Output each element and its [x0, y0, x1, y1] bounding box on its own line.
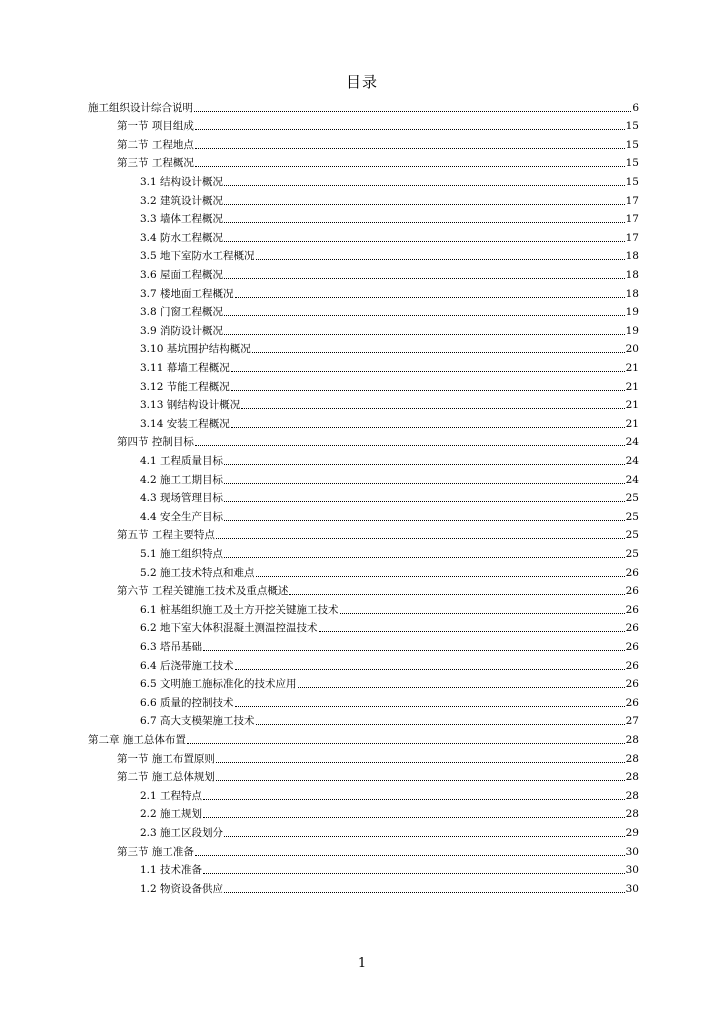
toc-entry-label: 3.6 屋面工程概况 — [140, 268, 224, 281]
toc-leader-dots — [203, 817, 625, 818]
toc-entry-page: 17 — [625, 231, 639, 244]
toc-entry-label: 3.10 基坑围护结构概况 — [140, 343, 251, 356]
toc-leader-dots — [195, 129, 625, 130]
toc-entry-label: 3.9 消防设计概况 — [140, 324, 224, 337]
toc-entry[interactable] — [140, 170, 639, 189]
toc-entry-page: 26 — [625, 566, 639, 579]
toc-entry-label: 6.4 后浇带施工技术 — [140, 659, 234, 672]
toc-leader-dots — [298, 687, 625, 688]
toc-entry[interactable] — [117, 580, 639, 599]
toc-entry-page: 21 — [625, 361, 639, 374]
toc-leader-dots — [256, 724, 625, 725]
toc-entry-page: 20 — [625, 343, 639, 356]
toc-entry-page: 21 — [625, 380, 639, 393]
toc-entry[interactable] — [140, 803, 639, 822]
toc-leader-dots — [224, 185, 625, 186]
toc-entry-page: 26 — [625, 696, 639, 709]
toc-entry-page: 29 — [625, 826, 639, 839]
toc-leader-dots — [231, 371, 625, 372]
toc-leader-dots — [224, 315, 625, 316]
toc-entry-label: 第二节 施工总体规划 — [117, 771, 215, 784]
toc-entry-label: 4.4 安全生产目标 — [140, 510, 224, 523]
toc-entry-page: 26 — [625, 622, 639, 635]
toc-leader-dots — [224, 464, 625, 465]
toc-entry-label: 3.11 幕墙工程概况 — [140, 361, 230, 374]
toc-entry-label: 6.5 文明施工施标准化的技术应用 — [140, 678, 297, 691]
toc-entry-label: 4.2 施工工期目标 — [140, 473, 224, 486]
toc-entry-page: 24 — [625, 436, 639, 449]
toc-entry-label: 3.1 结构设计概况 — [140, 175, 224, 188]
toc-leader-dots — [224, 501, 625, 502]
toc-entry-page: 26 — [625, 585, 639, 598]
toc-entry[interactable] — [117, 431, 639, 450]
toc-leader-dots — [235, 669, 625, 670]
toc-entry[interactable] — [117, 115, 639, 134]
toc-entry[interactable] — [140, 598, 639, 617]
toc-entry-page: 25 — [625, 510, 639, 523]
toc-entry-label: 3.5 地下室防水工程概况 — [140, 250, 255, 263]
toc-leader-dots — [256, 576, 625, 577]
toc-entry-page: 18 — [625, 287, 639, 300]
toc-entry[interactable] — [140, 691, 639, 710]
toc-entry-label: 3.12 节能工程概况 — [140, 380, 230, 393]
toc-entry[interactable] — [140, 468, 639, 487]
toc-entry-label: 第二章 施工总体布置 — [88, 733, 186, 746]
toc-entry-page: 26 — [625, 603, 639, 616]
toc-leader-dots — [195, 148, 625, 149]
toc-entry-label: 第五节 工程主要特点 — [117, 529, 215, 542]
toc-leader-dots — [224, 334, 625, 335]
toc-entry-label: 第四节 控制目标 — [117, 436, 194, 449]
toc-leader-dots — [256, 259, 625, 260]
toc-entry[interactable] — [140, 282, 639, 301]
toc-entry[interactable] — [117, 524, 639, 543]
toc-leader-dots — [224, 520, 625, 521]
toc-entry[interactable] — [140, 821, 639, 840]
toc-entry[interactable] — [140, 859, 639, 878]
toc-entry-label: 2.3 施工区段划分 — [140, 826, 224, 839]
toc-entry[interactable] — [140, 561, 639, 580]
toc-leader-dots — [195, 166, 625, 167]
toc-entry-page: 21 — [625, 417, 639, 430]
toc-leader-dots — [187, 743, 625, 744]
toc-leader-dots — [319, 631, 625, 632]
toc-entry-page: 30 — [625, 864, 639, 877]
toc-entry-label: 6.1 桩基组织施工及土方开挖关键施工技术 — [140, 603, 339, 616]
toc-entry-page: 15 — [625, 175, 639, 188]
toc-entry[interactable] — [117, 766, 639, 785]
page-number: 1 — [357, 956, 367, 971]
toc-entry-label: 1.2 物资设备供应 — [140, 882, 224, 895]
toc-entry-label: 3.14 安装工程概况 — [140, 417, 230, 430]
toc-entry[interactable] — [117, 747, 639, 766]
toc-leader-dots — [195, 855, 625, 856]
toc-leader-dots — [231, 427, 625, 428]
toc-entry-page: 25 — [625, 529, 639, 542]
toc-entry-label: 3.2 建筑设计概况 — [140, 194, 224, 207]
toc-entry-page: 17 — [625, 194, 639, 207]
toc-entry-label: 5.1 施工组织特点 — [140, 547, 224, 560]
toc-entry[interactable] — [140, 394, 639, 413]
toc-entry-page: 28 — [625, 771, 639, 784]
toc-entry-label: 第三节 工程概况 — [117, 157, 194, 170]
toc-entry-page: 27 — [625, 715, 639, 728]
toc-entry-label: 第二节 工程地点 — [117, 138, 194, 151]
toc-leader-dots — [224, 483, 625, 484]
toc-leader-dots — [195, 445, 625, 446]
toc-entry-label: 3.8 门窗工程概况 — [140, 306, 224, 319]
toc-leader-dots — [252, 352, 625, 353]
toc-entry-page: 28 — [625, 733, 639, 746]
toc-leader-dots — [224, 278, 625, 279]
toc-entry-label: 第六节 工程关键施工技术及重点概述 — [117, 585, 289, 598]
toc-entry-page: 19 — [625, 324, 639, 337]
toc-entry-page: 19 — [625, 306, 639, 319]
toc-entry[interactable] — [140, 784, 639, 803]
toc-leader-dots — [224, 836, 625, 837]
toc-leader-dots — [224, 222, 625, 223]
toc-entry-page: 25 — [625, 547, 639, 560]
toc-leader-dots — [231, 390, 625, 391]
toc-leader-dots — [216, 762, 625, 763]
toc-entry-label: 3.13 钢结构设计概况 — [140, 399, 241, 412]
toc-entry-page: 15 — [625, 138, 639, 151]
toc-entry-label: 3.4 防水工程概况 — [140, 231, 224, 244]
toc-leader-dots — [224, 892, 625, 893]
toc-leader-dots — [203, 873, 625, 874]
toc-entry[interactable] — [140, 877, 639, 896]
toc-entry-page: 26 — [625, 659, 639, 672]
toc-entry[interactable] — [140, 617, 639, 636]
toc-leader-dots — [340, 613, 625, 614]
toc-leader-dots — [194, 111, 631, 112]
toc-entry-label: 6.7 高大支模架施工技术 — [140, 715, 255, 728]
toc-entry-label: 1.1 技术准备 — [140, 864, 203, 877]
toc-entry-label: 3.7 楼地面工程概况 — [140, 287, 234, 300]
toc-entry-page: 28 — [625, 752, 639, 765]
toc-entry-label: 施工组织设计综合说明 — [88, 101, 193, 114]
toc-entry-page: 30 — [625, 845, 639, 858]
toc-leader-dots — [216, 538, 625, 539]
toc-entry-page: 26 — [625, 678, 639, 691]
toc-entry-page: 6 — [632, 101, 639, 114]
toc-entry[interactable] — [140, 542, 639, 561]
toc-entry-label: 4.1 工程质量目标 — [140, 454, 224, 467]
toc-entry[interactable] — [117, 133, 639, 152]
toc-entry[interactable] — [140, 505, 639, 524]
toc-entry-page: 18 — [625, 250, 639, 263]
toc-leader-dots — [289, 594, 624, 595]
toc-entry[interactable] — [140, 189, 639, 208]
toc-leader-dots — [235, 297, 625, 298]
toc-entry[interactable] — [140, 673, 639, 692]
toc-entry[interactable] — [140, 375, 639, 394]
toc-leader-dots — [216, 780, 625, 781]
toc-entry-page: 21 — [625, 399, 639, 412]
toc-entry[interactable] — [140, 245, 639, 264]
toc-entry[interactable] — [140, 449, 639, 468]
toc-entry-label: 6.6 质量的控制技术 — [140, 696, 234, 709]
toc-entry-page: 25 — [625, 492, 639, 505]
toc-entry[interactable] — [88, 96, 639, 115]
toc-entry-label: 2.2 施工规划 — [140, 808, 203, 821]
toc-entry-label: 第一节 施工布置原则 — [117, 752, 215, 765]
toc-entry[interactable] — [140, 301, 639, 320]
toc-entry-page: 15 — [625, 157, 639, 170]
toc-leader-dots — [203, 799, 625, 800]
toc-entry-page: 17 — [625, 213, 639, 226]
toc-entry-page: 18 — [625, 268, 639, 281]
toc-entry[interactable] — [88, 728, 639, 747]
toc-entry-label: 6.3 塔吊基础 — [140, 640, 203, 653]
toc-entry-page: 28 — [625, 808, 639, 821]
toc-entry[interactable] — [140, 319, 639, 338]
toc-leader-dots — [224, 204, 625, 205]
toc-entry-label: 6.2 地下室大体积混凝土测温控温技术 — [140, 622, 318, 635]
toc-leader-dots — [235, 706, 625, 707]
toc-entry-label: 3.3 墙体工程概况 — [140, 213, 224, 226]
toc-entry[interactable] — [140, 635, 639, 654]
toc-entry-label: 第三节 施工准备 — [117, 845, 194, 858]
toc-entry[interactable] — [140, 338, 639, 357]
toc-entry[interactable] — [140, 263, 639, 282]
toc-leader-dots — [241, 408, 624, 409]
toc-entry-page: 30 — [625, 882, 639, 895]
toc-entry-page: 26 — [625, 640, 639, 653]
toc-entry[interactable] — [117, 152, 639, 171]
toc-entry-label: 5.2 施工技术特点和难点 — [140, 566, 255, 579]
toc-entry[interactable] — [140, 356, 639, 375]
toc-entry[interactable] — [140, 208, 639, 227]
toc-entry[interactable] — [117, 840, 639, 859]
toc-leader-dots — [224, 557, 625, 558]
toc-leader-dots — [224, 241, 625, 242]
toc-entry[interactable] — [140, 412, 639, 431]
toc-entry[interactable] — [140, 487, 639, 506]
toc-entry-label: 2.1 工程特点 — [140, 789, 203, 802]
toc-entry-page: 15 — [625, 120, 639, 133]
toc-entry-page: 24 — [625, 473, 639, 486]
toc-entry-label: 第一节 项目组成 — [117, 120, 194, 133]
page-title: 目录 — [345, 73, 378, 91]
toc-entry-label: 4.3 现场管理目标 — [140, 492, 224, 505]
toc-entry[interactable] — [140, 226, 639, 245]
toc-leader-dots — [203, 650, 625, 651]
toc-entry-page: 24 — [625, 454, 639, 467]
toc-entry[interactable] — [140, 710, 639, 729]
toc-entry[interactable] — [140, 654, 639, 673]
toc-entry-page: 28 — [625, 789, 639, 802]
